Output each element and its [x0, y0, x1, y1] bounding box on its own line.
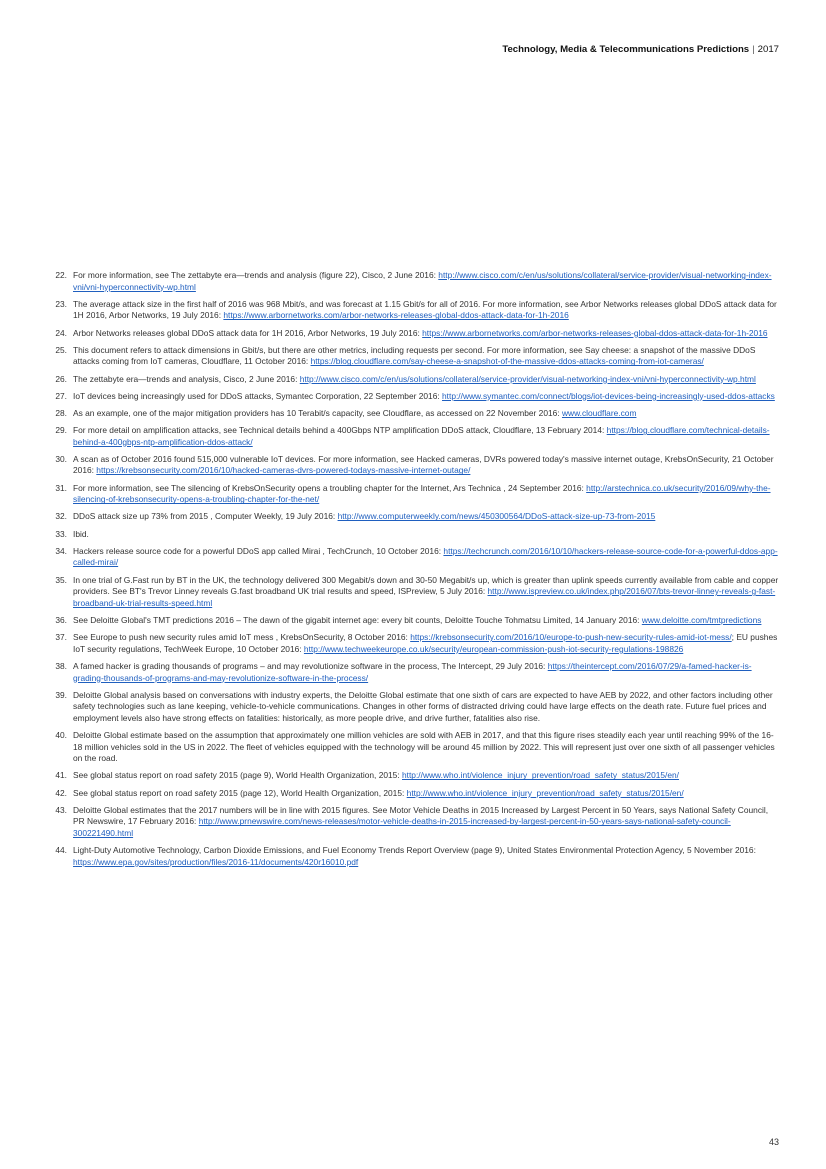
- endnote-item: [47, 690, 780, 725]
- endnote-text: DDoS attack size up 73% from 2015 , Computer Weekly, 19 July 2016:: [73, 511, 338, 522]
- endnote-body: [67, 788, 780, 800]
- endnote-text: Light-Duty Automotive Technology, Carbon Dioxide Emissions, and Fuel Economy Trends Report Overview (page 9), United States Environmental Protection Agency, 5 November 2016:: [73, 845, 756, 856]
- endnote-text: A scan as of October 2016 found 515,000 vulnerable IoT devices. For more information, see Hacked cameras, DVRs powered today's massive internet outage, KrebsOnSecurity, 21 October 2016:: [73, 453, 774, 476]
- endnote-text: Deloitte Global analysis based on conversations with industry experts, the Deloitte Global estimate that one sixth of cars are expected to have AEB by 2022, and other factors including other safety technologies such as lane keeping, vehicle-to-vehicle communications. Changes in other forms of distracted driving could have large effects on the death rate. Future fuel prices and employment levels also have strong effects on fatalities: historically, as more people drive, and drive further, fatalities also rise.: [73, 689, 773, 723]
- endnote-text: The average attack size in the first half of 2016 was 968 Mbit/s, and was forecast at 1.15 Gbit/s for all of 2016. For more information, see Arbor Networks releases global DDoS attack data for 1H 2016, Arbor Networks, 19 July 2016:: [73, 298, 777, 321]
- endnote-body: [67, 615, 780, 627]
- endnote-number: 28.: [55, 407, 67, 418]
- endnote-number: 23.: [55, 298, 67, 309]
- endnote-link[interactable]: https://techcrunch.com/2016/10/10/hackers-release-source-code-for-a-powerful-ddos-app-called-mirai/: [73, 545, 778, 568]
- endnote-number: 26.: [55, 373, 67, 384]
- endnote-text: See global status report on road safety 2015 (page 9), World Health Organization, 2015:: [73, 770, 402, 781]
- endnote-link[interactable]: https://blog.cloudflare.com/say-cheese-a-snapshot-of-the-massive-ddos-attacks-coming-from-iot-cameras/: [310, 356, 704, 367]
- endnote-link[interactable]: http://www.computerweekly.com/news/450300564/DDoS-attack-size-up-73-from-2015: [337, 511, 656, 522]
- endnote-item: [47, 529, 780, 541]
- endnote-body: [67, 661, 780, 684]
- endnote-link[interactable]: http://www.who.int/violence_injury_prevention/road_safety_status/2015/en/: [402, 770, 680, 781]
- endnote-item: [47, 299, 780, 322]
- endnote-text: Ibid.: [73, 528, 89, 539]
- endnote-item: [47, 845, 780, 868]
- endnote-number: 40.: [55, 730, 67, 741]
- endnote-item: [47, 483, 780, 506]
- endnote-link[interactable]: http://www.techweekeurope.co.uk/security/european-commission-push-iot-security-regulations-198826: [303, 643, 684, 654]
- endnote-item: [47, 454, 780, 477]
- endnote-number: 27.: [55, 390, 67, 401]
- endnote-body: [67, 770, 780, 782]
- header-separator: |: [752, 44, 755, 55]
- endnote-number: 30.: [55, 453, 67, 464]
- endnotes-list: [47, 270, 780, 874]
- endnote-number: 29.: [55, 425, 67, 436]
- endnote-item: [47, 770, 780, 782]
- endnote-text: A famed hacker is grading thousands of programs – and may revolutionize software in the process, The Intercept, 29 July 2016:: [73, 660, 548, 671]
- endnote-item: [47, 425, 780, 448]
- endnote-body: [67, 529, 780, 541]
- endnote-number: 36.: [55, 614, 67, 625]
- endnote-body: [67, 483, 780, 506]
- endnote-text: ; EU pushes IoT security regulations, TechWeek Europe, 10 October 2016:: [73, 632, 778, 654]
- endnote-item: [47, 391, 780, 403]
- endnote-text: Deloitte Global estimate based on the assumption that approximately one million vehicles are sold with AEB in 2017, and that this figure rises steadily each year until reaching 99% of the 16-18 million vehicles sold in the US in 2022. The fleet of vehicles equipped with the technology will be around 45 million by 2022. This will represent just over one sixth of all passenger vehicles on the road.: [73, 730, 775, 764]
- endnote-link[interactable]: www.cloudflare.com: [561, 407, 637, 418]
- endnote-number: 24.: [55, 327, 67, 338]
- endnote-item: [47, 575, 780, 610]
- endnote-text: For more information, see The zettabyte era—trends and analysis (figure 22), Cisco, 2 June 2016:: [73, 270, 439, 280]
- endnote-number: 44.: [55, 845, 67, 856]
- endnote-body: [67, 345, 780, 368]
- endnote-item: [47, 511, 780, 523]
- endnote-number: 31.: [55, 482, 67, 493]
- endnote-body: [67, 575, 780, 610]
- endnote-number: 37.: [55, 632, 67, 643]
- endnote-body: [67, 391, 780, 403]
- running-header: [502, 44, 779, 55]
- endnote-body: [67, 546, 780, 569]
- endnote-body: [67, 374, 780, 386]
- endnote-link[interactable]: https://www.arbornetworks.com/arbor-networks-releases-global-ddos-attack-data-for-1h-2016: [223, 310, 569, 321]
- endnote-number: 34.: [55, 545, 67, 556]
- endnote-text: See global status report on road safety 2015 (page 12), World Health Organization, 2015:: [73, 787, 407, 798]
- header-title: Technology, Media & Telecommunications Predictions: [502, 44, 750, 55]
- endnote-link[interactable]: https://krebsonsecurity.com/2016/10/hacked-cameras-dvrs-powered-todays-massive-internet-outage/: [96, 465, 471, 476]
- endnote-item: [47, 345, 780, 368]
- endnote-link[interactable]: www.deloitte.com/tmtpredictions: [641, 614, 762, 625]
- endnote-link[interactable]: https://theintercept.com/2016/07/29/a-famed-hacker-is-grading-thousands-of-programs-and-may-revolutionize-software-in-the-process/: [73, 660, 752, 683]
- endnote-text: IoT devices being increasingly used for DDoS attacks, Symantec Corporation, 22 September 2016:: [73, 390, 443, 401]
- endnote-text: This document refers to attack dimensions in Gbit/s, but there are other metrics, including requests per second. For more information, see Say cheese: a snapshot of the massive DDoS attacks coming from IoT cameras, Cloudflare, 11 October 2016:: [73, 344, 756, 367]
- endnote-text: For more detail on amplification attacks, see Technical details behind a 400Gbps NTP amplification DDoS attack, Cloudflare, 13 February 2014:: [73, 425, 607, 436]
- endnote-text: Arbor Networks releases global DDoS attack data for 1H 2016, Arbor Networks, 19 July 2016:: [73, 327, 423, 338]
- endnote-item: [47, 270, 780, 293]
- endnote-link[interactable]: https://www.arbornetworks.com/arbor-networks-releases-global-ddos-attack-data-for-1h-2016: [422, 327, 768, 338]
- endnote-link[interactable]: https://www.epa.gov/sites/production/files/2016-11/documents/420r16010.pdf: [73, 856, 359, 867]
- endnote-link[interactable]: http://www.symantec.com/connect/blogs/iot-devices-being-increasingly-used-ddos-attacks: [442, 390, 775, 401]
- endnote-item: [47, 374, 780, 386]
- endnote-link[interactable]: http://www.ispreview.co.uk/index.php/2016/07/bts-trevor-linney-reveals-g-fast-broadband-uk-trial-results-speed.html: [73, 586, 776, 608]
- endnote-link[interactable]: https://krebsonsecurity.com/2016/10/europe-to-push-new-security-rules-amid-iot-mess/: [410, 632, 732, 643]
- endnote-body: [67, 805, 780, 840]
- endnote-link[interactable]: http://www.cisco.com/c/en/us/solutions/collateral/service-provider/visual-networking-index-vni/vni-hyperconnectivity-wp.html: [73, 270, 772, 292]
- endnote-link[interactable]: http://www.prnewswire.com/news-releases/motor-vehicle-deaths-in-2015-increased-by-largest-percent-in-50-years-says-national-safety-council-300221490.html: [73, 816, 731, 839]
- endnote-text: In one trial of G.Fast run by BT in the UK, the technology delivered 300 Megabit/s down and 30-50 Megabit/s up, which is greater than uplink speeds currently available from cable and copper providers. See BT's Trevor Linney reveals G.fast broadband UK trial results and speed, ISPreview, 5 July 2016:: [73, 574, 779, 597]
- endnote-number: 35.: [55, 574, 67, 585]
- endnote-item: [47, 408, 780, 420]
- endnote-number: 39.: [55, 689, 67, 700]
- endnote-text: See Europe to push new security rules amid IoT mess , KrebsOnSecurity, 8 October 2016:: [73, 632, 411, 643]
- endnote-text: For more information, see The silencing of KrebsOnSecurity opens a troubling chapter for the Internet, Ars Technica , 24 September 2016:: [73, 482, 587, 493]
- endnote-text: The zettabyte era—trends and analysis, Cisco, 2 June 2016:: [73, 373, 300, 384]
- endnote-text: As an example, one of the major mitigation providers has 10 Terabit/s capacity, see Cloudflare, as accessed on 22 November 2016:: [73, 407, 562, 418]
- endnote-body: [67, 730, 780, 765]
- endnote-body: [67, 845, 780, 868]
- page-number: 43: [768, 1137, 779, 1147]
- endnote-text: Deloitte Global estimates that the 2017 numbers will be in line with 2015 figures. See Motor Vehicle Deaths in 2015 Increased by Largest Percent in 50 Years, says National Safety Council, PR Newswire, 17 February 2016:: [73, 804, 769, 827]
- endnote-body: [67, 690, 780, 725]
- endnote-item: [47, 546, 780, 569]
- endnote-body: [67, 454, 780, 477]
- endnote-link[interactable]: https://blog.cloudflare.com/technical-details-behind-a-400gbps-ntp-amplification-ddos-attack/: [73, 425, 770, 447]
- endnote-text: Hackers release source code for a powerful DDoS app called Mirai , TechCrunch, 10 October 2016:: [73, 545, 444, 556]
- endnote-item: [47, 788, 780, 800]
- endnote-number: 41.: [55, 770, 67, 781]
- endnote-number: 43.: [55, 804, 67, 815]
- endnote-body: [67, 328, 780, 340]
- endnote-item: [47, 632, 780, 655]
- endnote-body: [67, 299, 780, 322]
- endnote-number: 22.: [55, 270, 67, 280]
- endnote-text: See Deloitte Global's TMT predictions 2016 – The dawn of the gigabit internet age: every bit counts, Deloitte Touche Tohmatsu Limited, 14 January 2016:: [73, 614, 642, 625]
- endnote-number: 25.: [55, 344, 67, 355]
- endnote-number: 32.: [55, 511, 67, 522]
- endnote-body: [67, 425, 780, 448]
- header-year: 2017: [757, 44, 779, 55]
- endnote-body: [67, 408, 780, 420]
- endnote-number: 38.: [55, 660, 67, 671]
- endnote-item: [47, 615, 780, 627]
- endnote-item: [47, 328, 780, 340]
- endnote-body: [67, 270, 780, 293]
- endnote-link[interactable]: http://arstechnica.co.uk/security/2016/09/why-the-silencing-of-krebsonsecurity-opens-a-troubling-chapter-for-the-net/: [73, 482, 771, 505]
- endnote-item: [47, 730, 780, 765]
- endnote-item: [47, 805, 780, 840]
- endnote-link[interactable]: http://www.cisco.com/c/en/us/solutions/collateral/service-provider/visual-networking-index-vni/vni-hyperconnectivity-wp.html: [299, 373, 756, 384]
- endnote-item: [47, 661, 780, 684]
- endnote-number: 42.: [55, 787, 67, 798]
- endnote-body: [67, 632, 780, 655]
- endnote-body: [67, 511, 780, 523]
- endnote-number: 33.: [55, 528, 67, 539]
- endnote-link[interactable]: http://www.who.int/violence_injury_prevention/road_safety_status/2015/en/: [406, 787, 684, 798]
